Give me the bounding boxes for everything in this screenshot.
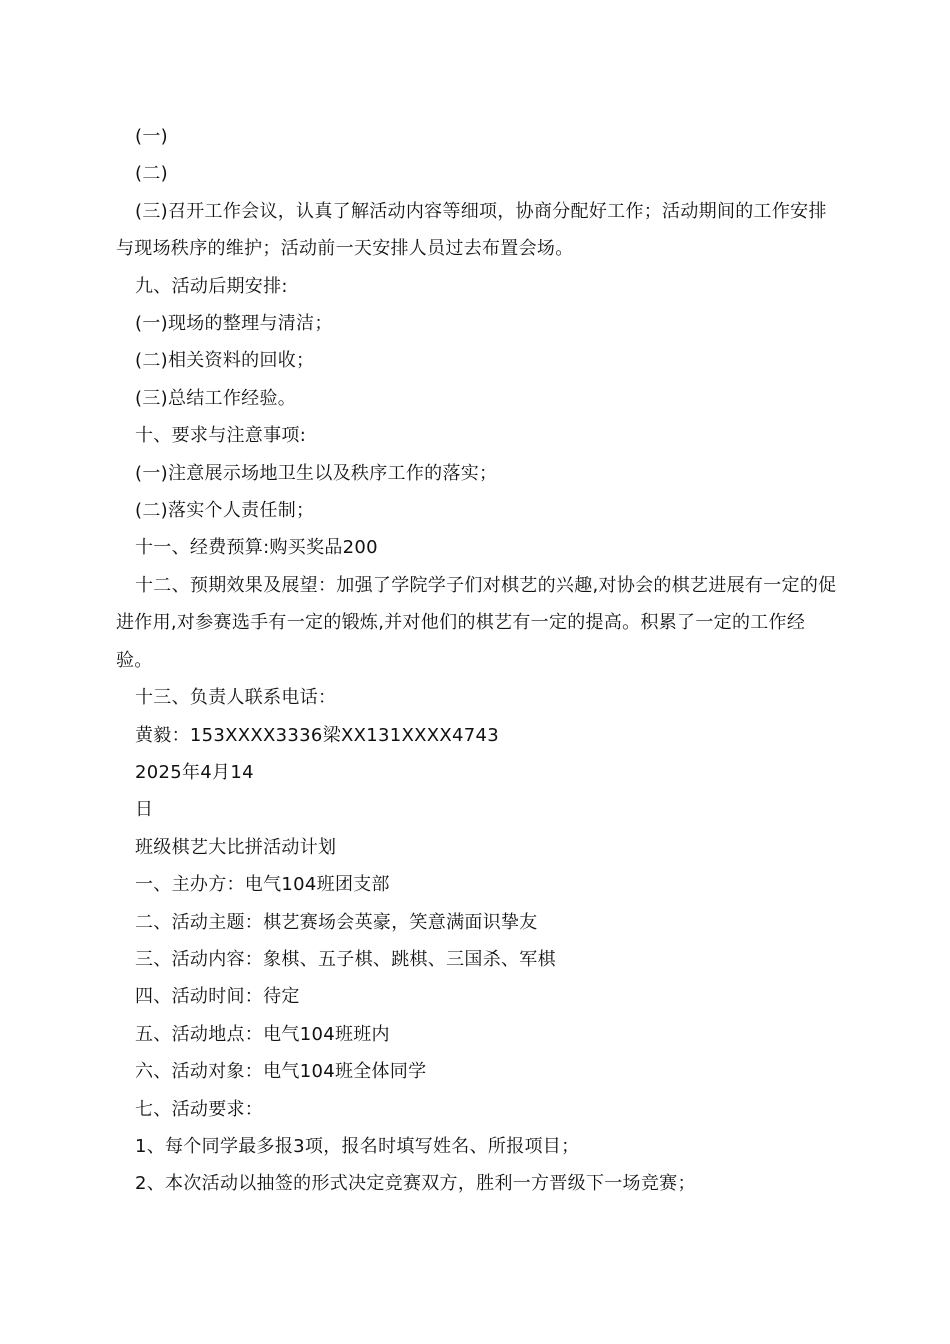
paragraph: (二)相关资料的回收； [135,350,315,372]
paragraph: 三、活动内容：象棋、五子棋、跳棋、三国杀、军棋 [135,948,556,970]
date-line: 2025年4月14 [135,761,254,783]
paragraph: (一)注意展示场地卫生以及秩序工作的落实； [135,462,498,484]
date-line: 日 [135,799,154,821]
document-title: 班级棋艺大比拼活动计划 [135,836,337,858]
paragraph: (三)总结工作经验。 [135,387,297,409]
paragraph: 一、主办方：电气104班团支部 [135,874,390,896]
paragraph: (二) [135,163,168,185]
paragraph: (一) [135,126,168,147]
section-heading: 七、活动要求： [135,1098,264,1120]
paragraph: (三)召开工作会议，认真了解活动内容等细项，协商分配好工作；活动期间的工作安排与现场秩序的维护；活动前一天安排人员过去布置会场。 [116,200,827,260]
paragraph: 五、活动地点：电气104班班内 [135,1023,390,1045]
paragraph: (一)现场的整理与清洁； [135,313,333,335]
section-heading: 十一、经费预算:购买奖品200 [135,537,378,559]
paragraph: 四、活动时间：待定 [135,986,300,1008]
paragraph: 二、活动主题：棋艺赛场会英豪，笑意满面识挚友 [135,911,538,933]
document-body [116,118,838,1203]
section-heading: 十三、负责人联系电话： [135,687,337,709]
paragraph: (二)落实个人责任制； [135,500,315,522]
section-heading: 九、活动后期安排: [135,275,288,297]
list-item: 1、每个同学最多报3项，报名时填写姓名、所报项目； [135,1135,580,1157]
list-item: 2、本次活动以抽签的形式决定竞赛双方，胜利一方晋级下一场竞赛； [135,1173,696,1195]
contact-line: 黄毅：153XXXX3336梁XX131XXXX4743 [135,724,500,746]
paragraph: 十二、预期效果及展望：加强了学院学子们对棋艺的兴趣,对协会的棋艺进展有一定的促进作用,对参赛选手有一定的锻炼,并对他们的棋艺有一定的提高。积累了一定的工作经验。 [116,574,837,671]
paragraph: 六、活动对象：电气104班全体同学 [135,1061,427,1083]
section-heading: 十、要求与注意事项: [135,425,307,447]
